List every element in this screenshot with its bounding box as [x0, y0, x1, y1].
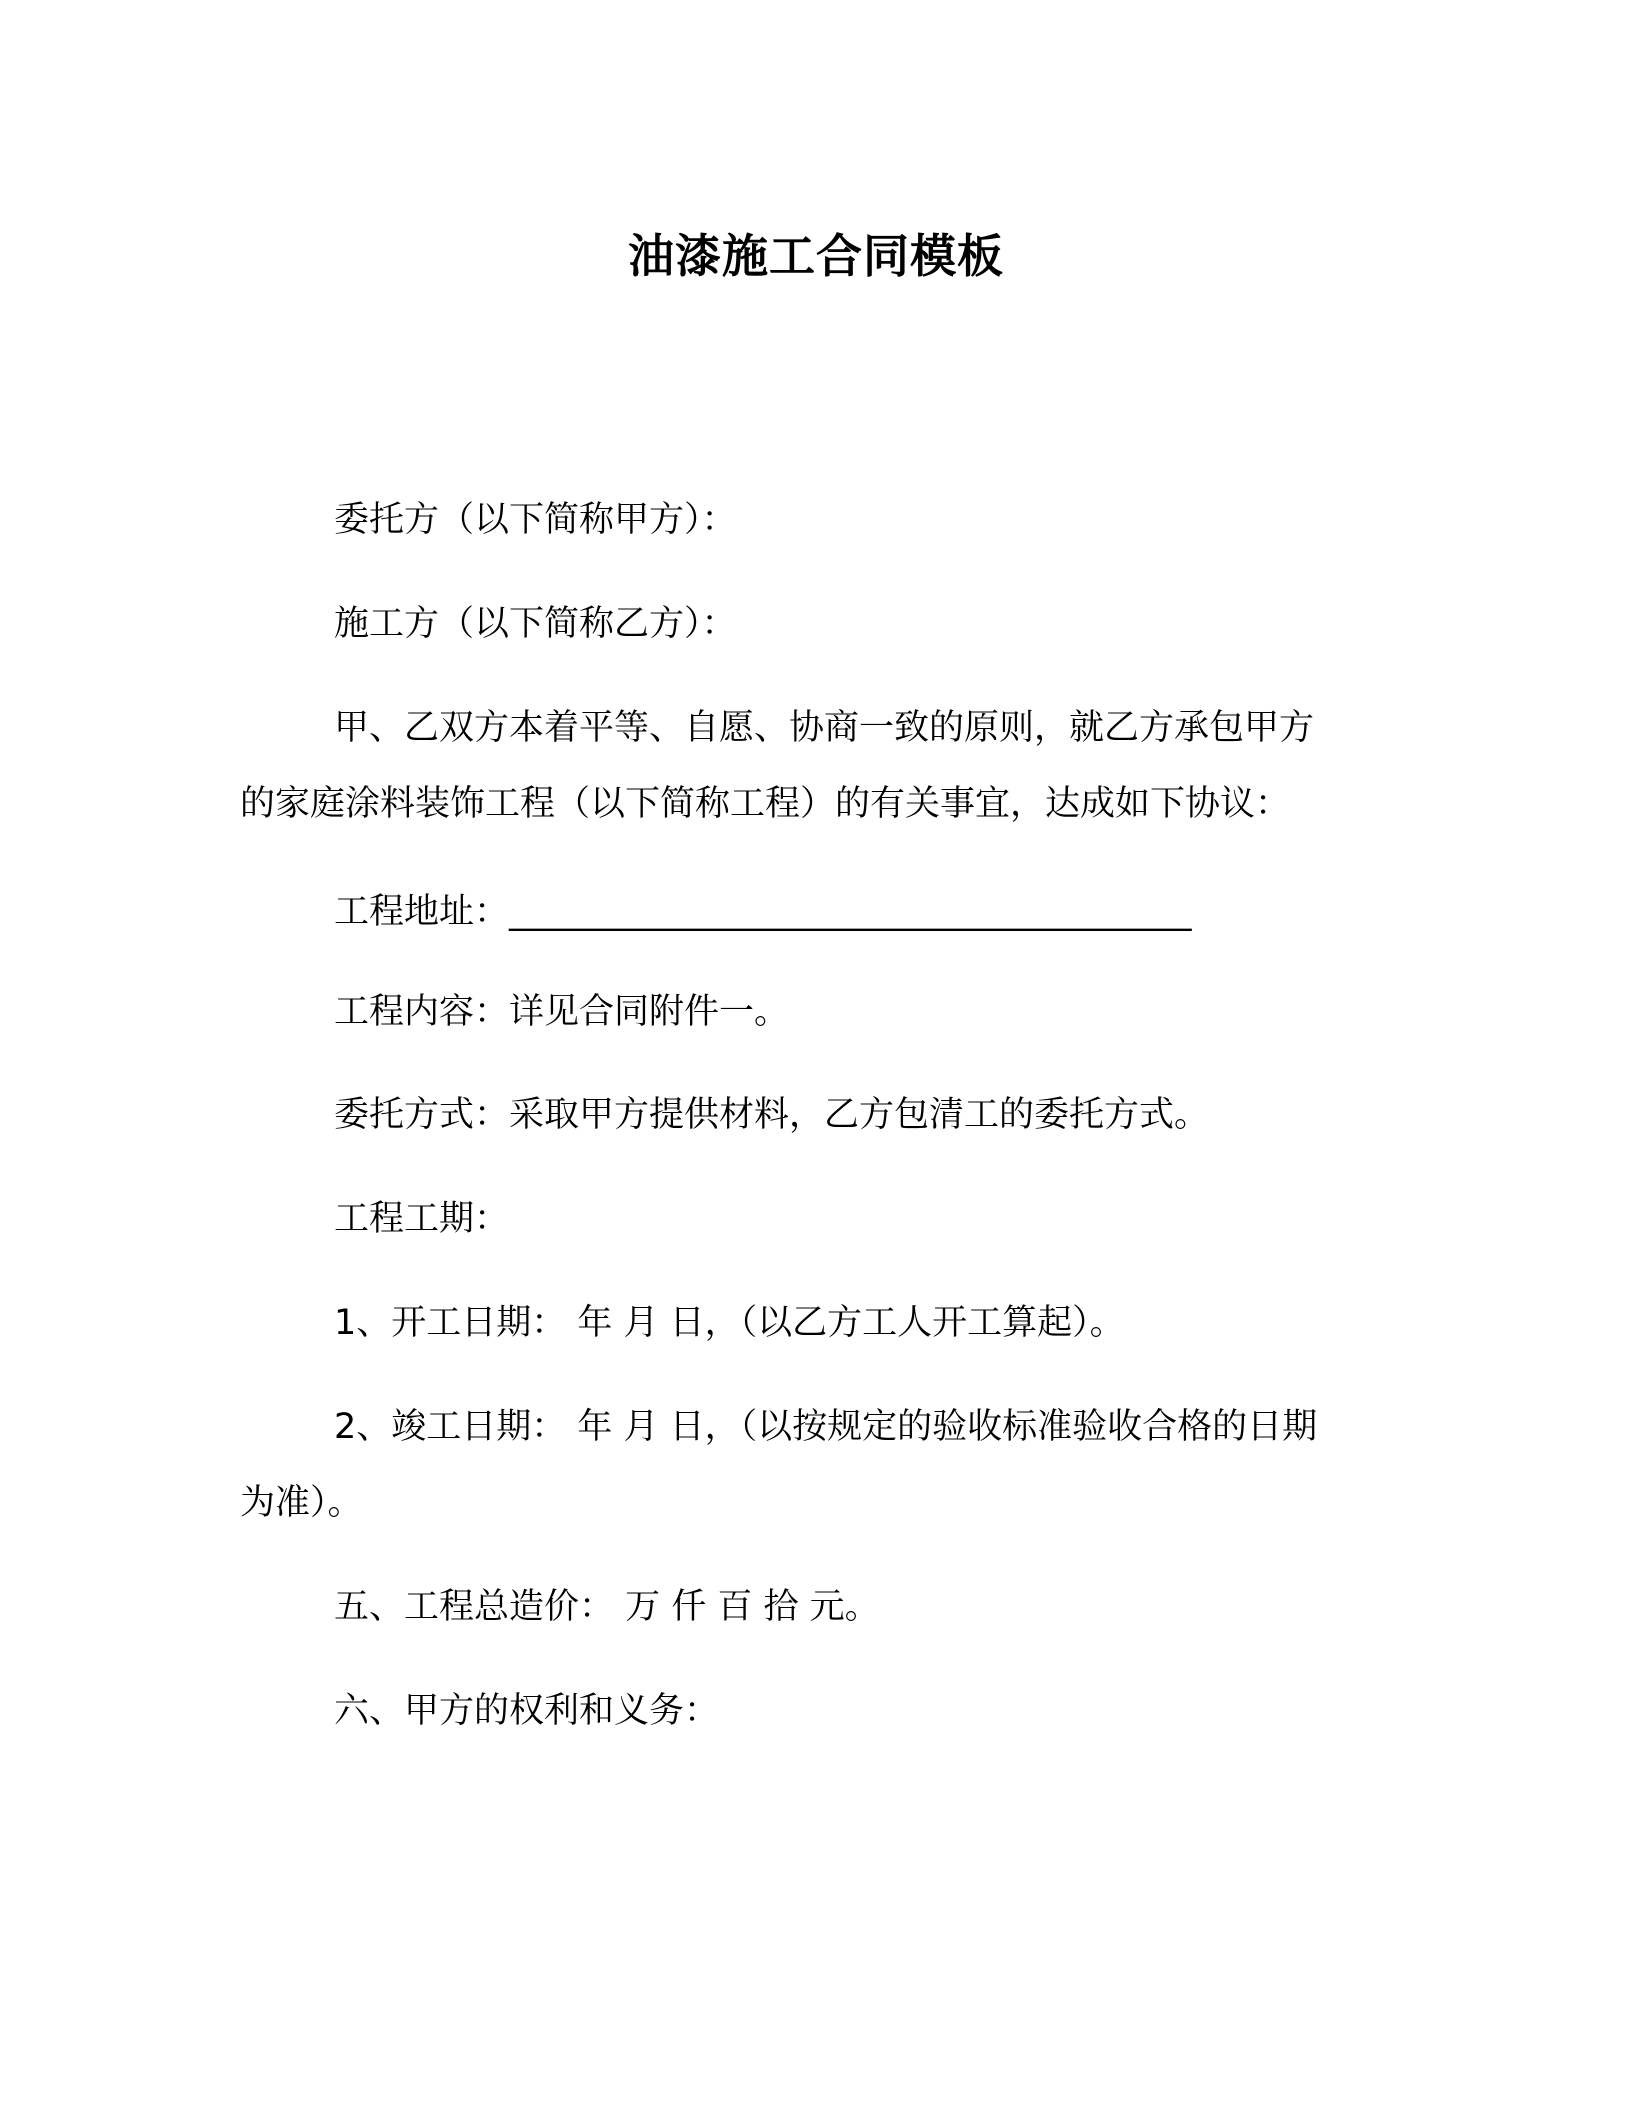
completion-date-line-1: 2、竣工日期： 年 月 日，（以按规定的验收标准验收合格的日期	[334, 1407, 1318, 1447]
project-duration-heading: 工程工期：	[334, 1199, 510, 1239]
contractor-party-line: 施工方（以下简称乙方）：	[334, 604, 737, 644]
preamble-line-2: 的家庭涂料装饰工程（以下简称工程）的有关事宜，达成如下协议：	[240, 784, 1291, 824]
document-title: 油漆施工合同模板	[628, 229, 1004, 283]
project-content-line: 工程内容：详见合同附件一。	[334, 992, 790, 1032]
total-cost-line: 五、工程总造价： 万 仟 百 拾 元。	[334, 1587, 880, 1627]
completion-date-line-2: 为准）。	[240, 1483, 363, 1523]
client-rights-heading: 六、甲方的权利和义务：	[334, 1691, 720, 1731]
client-party-line: 委托方（以下简称甲方）：	[334, 500, 737, 540]
start-date-line: 1、开工日期： 年 月 日，（以乙方工人开工算起）。	[334, 1303, 1125, 1343]
preamble-line-1: 甲、乙双方本着平等、自愿、协商一致的原则，就乙方承包甲方	[334, 708, 1315, 748]
project-address-line: 工程地址：_______________________________________	[334, 892, 1192, 932]
commission-method-line: 委托方式：采取甲方提供材料，乙方包清工的委托方式。	[334, 1095, 1210, 1135]
